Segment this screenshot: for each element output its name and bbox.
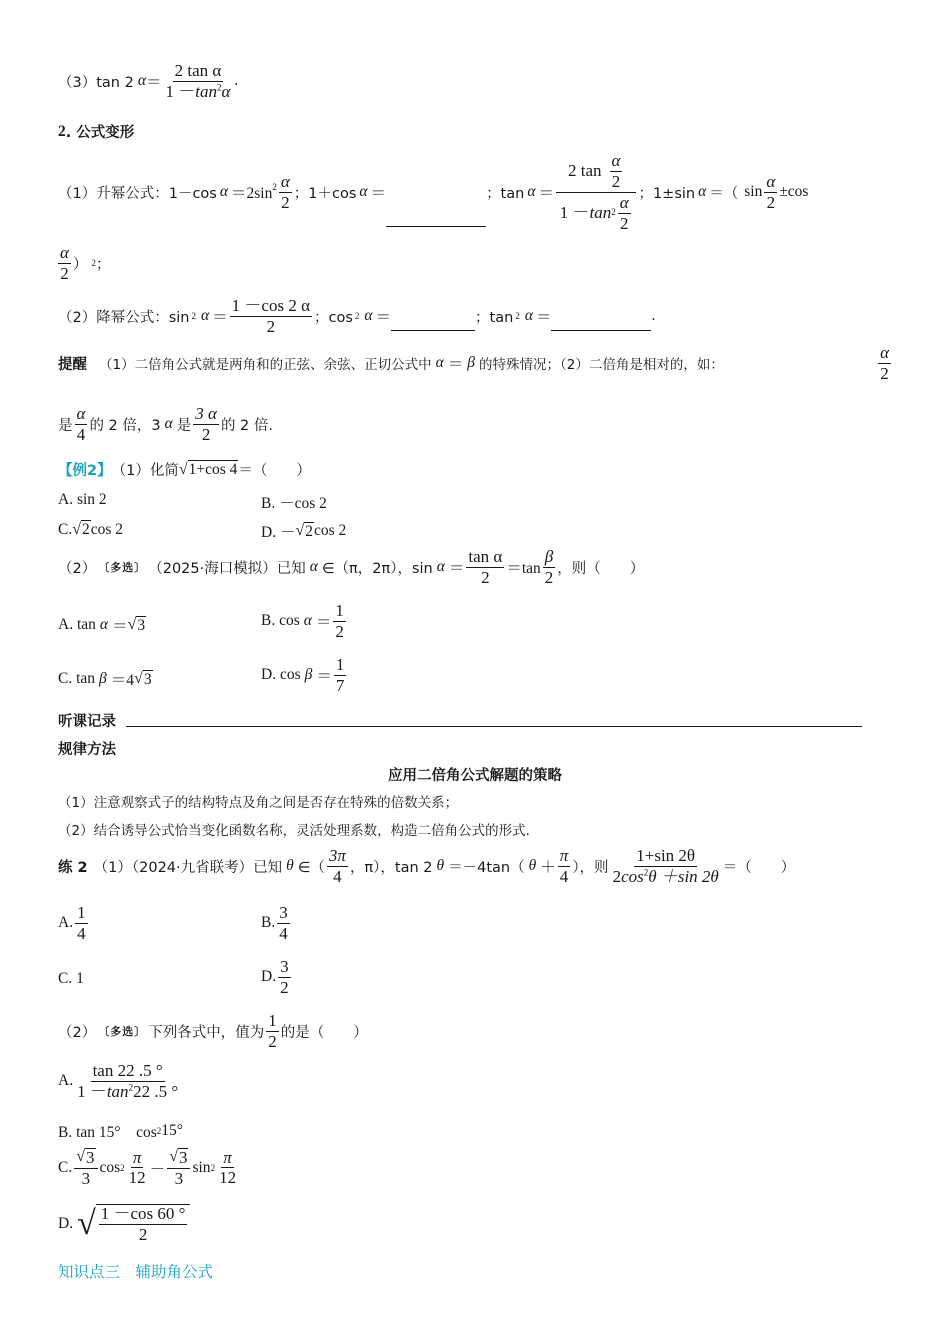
option-text: C. tan bbox=[58, 670, 96, 687]
text: 的 2 倍. bbox=[220, 417, 273, 434]
radicand: 2 bbox=[305, 522, 313, 540]
option-text: C. 1 bbox=[58, 970, 84, 987]
equals: ＝ bbox=[112, 618, 128, 635]
notes-line bbox=[58, 710, 116, 731]
option-b[interactable] bbox=[261, 602, 348, 641]
question-text: （2025·海口模拟）已知 bbox=[148, 560, 306, 577]
question-text: ＝（ ） bbox=[238, 463, 311, 479]
numerator: α bbox=[76, 404, 86, 423]
inner-num: α bbox=[611, 151, 621, 170]
alpha: α bbox=[303, 612, 312, 630]
denominator: 2 bbox=[281, 192, 290, 212]
numerator: tan 22 .5 ° bbox=[92, 1061, 163, 1080]
numerator: 1 －cos 2 α bbox=[231, 296, 310, 315]
text: ） bbox=[72, 256, 88, 273]
text: （2）降幂公式：sin bbox=[58, 309, 190, 326]
denominator: 2 bbox=[766, 192, 776, 212]
option-text: A. sin 2 bbox=[58, 491, 107, 508]
option-text: 15° bbox=[161, 1122, 183, 1139]
sq: 2 bbox=[515, 311, 520, 322]
tip-line bbox=[58, 342, 893, 383]
den-text: 1 － bbox=[559, 203, 590, 223]
section-heading bbox=[58, 121, 134, 142]
option-d[interactable] bbox=[261, 656, 348, 695]
denominator: 12 bbox=[219, 1168, 237, 1188]
den-sq: 2 bbox=[643, 867, 649, 878]
denominator: 4 bbox=[76, 424, 86, 444]
sqrt-icon: √ bbox=[72, 520, 81, 538]
method-point-1 bbox=[58, 791, 458, 811]
lowering-power-formula bbox=[58, 297, 655, 336]
fraction bbox=[543, 548, 556, 587]
numerator: 3 bbox=[280, 957, 289, 976]
den-part: 2 bbox=[612, 866, 622, 886]
numerator: α bbox=[60, 243, 69, 262]
equals: ＝ bbox=[447, 356, 464, 373]
denominator: 4 bbox=[77, 923, 86, 943]
sq: 2 bbox=[156, 1126, 162, 1136]
question-text: （2） bbox=[58, 560, 97, 577]
question-text: 下列各式中，值为 bbox=[148, 1024, 265, 1041]
alpha: α bbox=[527, 183, 536, 201]
equals: ＝ bbox=[538, 185, 554, 203]
text: sin bbox=[744, 183, 763, 201]
option-c[interactable] bbox=[58, 970, 84, 988]
rising-power-formula bbox=[58, 152, 808, 232]
theta: θ bbox=[436, 857, 445, 875]
numerator bbox=[556, 152, 636, 193]
option-text: cos 2 bbox=[313, 522, 347, 539]
beta: β bbox=[304, 666, 313, 684]
radical bbox=[179, 460, 239, 479]
option-text: A. bbox=[58, 1072, 74, 1090]
question-text: ），则 bbox=[572, 859, 609, 876]
example-2-q2 bbox=[58, 548, 644, 587]
denominator: 7 bbox=[335, 675, 345, 695]
option-text: D. － bbox=[261, 524, 296, 541]
option-text: C. bbox=[58, 520, 73, 538]
fraction bbox=[327, 847, 348, 886]
method-title-line bbox=[0, 764, 950, 785]
denominator bbox=[75, 1082, 180, 1101]
alpha: α bbox=[164, 415, 173, 433]
fraction bbox=[466, 548, 504, 587]
method-text: （1）注意观察式子的结构特点及角之间是否存在特殊的倍数关系； bbox=[58, 795, 459, 811]
sq: 2 bbox=[91, 258, 96, 269]
inner-num: α bbox=[619, 192, 629, 212]
den-tan: tan bbox=[589, 203, 612, 223]
option-text: sin bbox=[192, 1158, 211, 1176]
numerator: 2 tan α bbox=[174, 61, 222, 80]
multi-select-tag: 〔多选〕 bbox=[98, 561, 147, 575]
fraction bbox=[279, 173, 292, 212]
option-text: B. －cos 2 bbox=[261, 495, 327, 512]
den-sq: 2 bbox=[216, 82, 222, 93]
alpha: α bbox=[137, 72, 146, 90]
den-tan: tan bbox=[195, 81, 217, 101]
equals: ＝ bbox=[370, 185, 387, 203]
next-section-heading bbox=[58, 1260, 213, 1282]
equals: ＝ bbox=[212, 309, 228, 327]
option-text: D. bbox=[58, 1214, 74, 1232]
alpha: α bbox=[359, 183, 368, 201]
question-text: ＝（ ） bbox=[722, 859, 796, 876]
question-text: ，则（ ） bbox=[557, 560, 645, 577]
denominator: 4 bbox=[559, 866, 569, 886]
example-tag: 【例2】 bbox=[58, 463, 112, 479]
sqrt-icon: √ bbox=[127, 616, 137, 633]
numerator: 1+sin 2θ bbox=[636, 846, 696, 865]
denominator: 2 bbox=[880, 363, 889, 383]
denominator: 2 bbox=[266, 316, 276, 336]
question-text: ＝－4tan（ bbox=[448, 859, 525, 876]
equals: ＝4 bbox=[110, 672, 135, 689]
text: ；tan bbox=[475, 309, 514, 326]
den-part: 1 － bbox=[165, 81, 196, 101]
numerator: 1 bbox=[335, 601, 344, 620]
numerator: π bbox=[132, 1147, 142, 1167]
formula-tan-double bbox=[58, 62, 238, 101]
question-text: ∈（ bbox=[297, 859, 325, 876]
sqrt-icon: √ bbox=[169, 1148, 178, 1166]
numerator: π bbox=[223, 1147, 232, 1167]
radicand: 3 bbox=[143, 670, 152, 688]
sq: 2 bbox=[354, 311, 360, 322]
den-tan: tan bbox=[106, 1081, 129, 1101]
notes-underline[interactable] bbox=[126, 726, 862, 727]
den-part: 22 .5 ° bbox=[133, 1081, 179, 1101]
option-text: B. tan 15° cos bbox=[58, 1124, 157, 1141]
option-text: B. bbox=[261, 914, 276, 932]
sq: 2 bbox=[272, 182, 277, 192]
alpha: α bbox=[435, 354, 444, 371]
fraction bbox=[266, 1012, 279, 1051]
alpha: α bbox=[524, 307, 533, 325]
denominator: 2 bbox=[268, 1031, 277, 1051]
method-title: 应用二倍角公式解题的策略 bbox=[388, 768, 562, 784]
practice-label: 练 2 bbox=[58, 859, 88, 876]
denominator: 2 bbox=[544, 567, 554, 587]
radicand: 1+cos 4 bbox=[188, 461, 238, 478]
option-d[interactable] bbox=[58, 1204, 190, 1244]
numerator: β bbox=[544, 547, 554, 566]
sqrt-icon: √ bbox=[77, 1204, 96, 1242]
minus: － bbox=[149, 1160, 166, 1178]
alpha: α bbox=[364, 307, 373, 325]
den-part: 1 － bbox=[77, 1081, 107, 1101]
theta: θ bbox=[286, 857, 294, 875]
text: ；tan bbox=[486, 185, 525, 202]
sqrt-icon: √ bbox=[134, 670, 143, 687]
section-number: 2 bbox=[58, 122, 66, 140]
option-text: B. cos bbox=[261, 612, 300, 630]
radicand: 3 bbox=[86, 1148, 95, 1167]
alpha: α bbox=[201, 307, 210, 325]
question-text: （1）化简 bbox=[111, 463, 179, 479]
option-d[interactable] bbox=[261, 520, 346, 542]
sq: 2 bbox=[120, 1162, 125, 1173]
practice-2-q2 bbox=[58, 1012, 368, 1051]
fraction bbox=[878, 344, 891, 383]
text: 的 2 倍，3 bbox=[89, 417, 161, 434]
fraction bbox=[163, 62, 232, 101]
question-text: （2） bbox=[58, 1024, 97, 1041]
denominator: 2 bbox=[481, 567, 490, 587]
option-b[interactable] bbox=[261, 904, 292, 943]
question-text: （1）（2024·九省联考）已知 bbox=[93, 859, 283, 876]
formula-label: （3）tan 2 bbox=[58, 74, 134, 91]
option-a[interactable] bbox=[58, 491, 107, 509]
text: ＝2sin bbox=[231, 185, 273, 203]
fraction bbox=[193, 405, 219, 444]
option-text: A. tan bbox=[58, 616, 96, 633]
practice-2-q1 bbox=[58, 847, 795, 886]
denominator: 2 bbox=[60, 263, 69, 283]
option-c[interactable] bbox=[58, 668, 153, 690]
text: ＝（ bbox=[709, 185, 739, 202]
text: ；cos bbox=[313, 309, 353, 326]
sqrt-icon: √ bbox=[178, 460, 188, 478]
text: ；1＋cos bbox=[293, 185, 357, 202]
fraction bbox=[558, 847, 571, 886]
alpha: α bbox=[219, 183, 228, 201]
method-label: 规律方法 bbox=[58, 742, 116, 758]
inner-den: 2 bbox=[611, 171, 621, 191]
option-text: cos 2 bbox=[90, 520, 124, 538]
numerator: π bbox=[559, 846, 569, 865]
text: ±cos bbox=[779, 183, 809, 201]
radicand: 3 bbox=[178, 1148, 188, 1167]
denominator bbox=[163, 82, 232, 101]
alpha: α bbox=[309, 558, 318, 576]
fraction bbox=[58, 244, 71, 283]
denominator bbox=[611, 867, 721, 886]
fraction bbox=[611, 847, 721, 886]
equals: ＝ bbox=[375, 309, 392, 327]
den-sq: 2 bbox=[611, 207, 616, 218]
text: （1）升幂公式：1－cos bbox=[58, 185, 217, 202]
theta: θ bbox=[528, 857, 537, 875]
den-cos: cos bbox=[621, 866, 644, 886]
denominator: 3 bbox=[81, 1168, 91, 1188]
text: ；1±sin bbox=[638, 185, 696, 202]
equals: ＝ bbox=[316, 668, 332, 686]
section-title: . 公式变形 bbox=[65, 125, 135, 141]
denominator: 2 bbox=[335, 621, 344, 641]
tan-half-fraction bbox=[556, 152, 636, 232]
beta: β bbox=[99, 670, 107, 687]
period: . bbox=[234, 72, 239, 90]
num-text: 2 tan bbox=[567, 161, 602, 181]
answer-blank[interactable] bbox=[386, 225, 486, 227]
option-c[interactable] bbox=[58, 1148, 240, 1188]
method-point-2 bbox=[58, 819, 530, 839]
option-a[interactable] bbox=[58, 1062, 182, 1101]
numerator: 1 bbox=[335, 655, 345, 674]
numerator: 3π bbox=[328, 846, 346, 865]
numerator: 1 bbox=[268, 1011, 277, 1030]
method-text: （2）结合诱导公式恰当变化函数名称，灵活处理系数，构造二倍角公式的形式. bbox=[58, 823, 530, 839]
text: 是 bbox=[58, 417, 73, 434]
den-alpha: α bbox=[221, 81, 231, 101]
sqrt-icon: √ bbox=[295, 522, 305, 539]
sq: 2 bbox=[210, 1162, 216, 1173]
numerator: tan α bbox=[468, 547, 503, 566]
option-d[interactable] bbox=[261, 958, 293, 997]
option-c[interactable] bbox=[58, 520, 123, 539]
equals: ＝ bbox=[535, 309, 552, 327]
knowledge-point-title: 知识点三 辅助角公式 bbox=[58, 1263, 214, 1281]
fraction bbox=[764, 173, 777, 212]
question-text: 的是（ ） bbox=[280, 1024, 368, 1041]
option-text: A. bbox=[58, 914, 74, 932]
fraction bbox=[75, 405, 88, 444]
equals: ＝ bbox=[315, 614, 332, 632]
period: . bbox=[651, 307, 656, 325]
option-b[interactable] bbox=[261, 491, 327, 513]
example-2-q1 bbox=[58, 459, 311, 480]
option-text: C. bbox=[58, 1158, 73, 1176]
tip-line-2 bbox=[58, 405, 273, 444]
numerator: 3 bbox=[279, 903, 288, 922]
answer-blank[interactable] bbox=[391, 329, 475, 331]
denominator bbox=[558, 193, 635, 233]
equals: ＝ bbox=[448, 560, 465, 578]
numerator: 1 bbox=[77, 903, 86, 922]
notes-label: 听课记录 bbox=[58, 714, 116, 730]
sqrt-icon: √ bbox=[76, 1148, 85, 1166]
tip-label: 提醒 bbox=[58, 356, 87, 373]
beta: β bbox=[467, 354, 475, 371]
option-text: D. bbox=[261, 968, 277, 986]
radicand: 3 bbox=[137, 616, 146, 634]
denominator: 2 bbox=[201, 424, 211, 444]
alpha: α bbox=[698, 183, 707, 201]
alpha: α bbox=[436, 558, 445, 576]
text: ＝tan bbox=[506, 560, 541, 578]
numerator: α bbox=[880, 342, 889, 362]
tip-text: 的特殊情况；（2）二倍角是相对的，如： bbox=[478, 357, 724, 373]
alpha: α bbox=[99, 616, 109, 633]
sq: 2 bbox=[191, 311, 196, 322]
den-sq: 2 bbox=[128, 1082, 134, 1093]
numerator: 3 α bbox=[195, 404, 217, 423]
option-text: cos bbox=[99, 1158, 121, 1176]
denominator: 3 bbox=[174, 1168, 184, 1188]
radicand: 2 bbox=[82, 521, 90, 538]
denominator: 2 bbox=[138, 1224, 148, 1244]
plus: ＋ bbox=[540, 859, 556, 877]
text: ； bbox=[95, 256, 111, 273]
tip-text: （1）二倍角公式就是两角和的正弦、余弦、正切公式中 bbox=[99, 357, 432, 373]
multi-select-tag: 〔多选〕 bbox=[98, 1025, 147, 1039]
rising-power-continued bbox=[58, 244, 110, 283]
fraction bbox=[230, 297, 312, 336]
denominator: 12 bbox=[128, 1168, 146, 1188]
option-text: D. cos bbox=[261, 666, 301, 684]
option-a[interactable] bbox=[58, 614, 146, 636]
text: 是 bbox=[176, 417, 192, 434]
equals: ＝ bbox=[145, 74, 162, 92]
option-b[interactable] bbox=[58, 1120, 183, 1142]
option-a[interactable] bbox=[58, 904, 90, 943]
method-label-line bbox=[58, 738, 116, 759]
denominator: 4 bbox=[279, 923, 288, 943]
numerator: α bbox=[280, 171, 290, 191]
den-part: θ ＋sin 2θ bbox=[648, 866, 719, 886]
numerator: α bbox=[766, 171, 776, 191]
answer-blank[interactable] bbox=[551, 329, 651, 331]
question-text: ，π），tan 2 bbox=[349, 859, 433, 876]
denominator: 2 bbox=[280, 977, 289, 997]
numerator: 1 －cos 60 ° bbox=[100, 1204, 186, 1223]
inner-den: 2 bbox=[619, 213, 629, 233]
question-text: ∈（π，2π），sin bbox=[321, 560, 433, 577]
denominator: 4 bbox=[333, 866, 342, 886]
